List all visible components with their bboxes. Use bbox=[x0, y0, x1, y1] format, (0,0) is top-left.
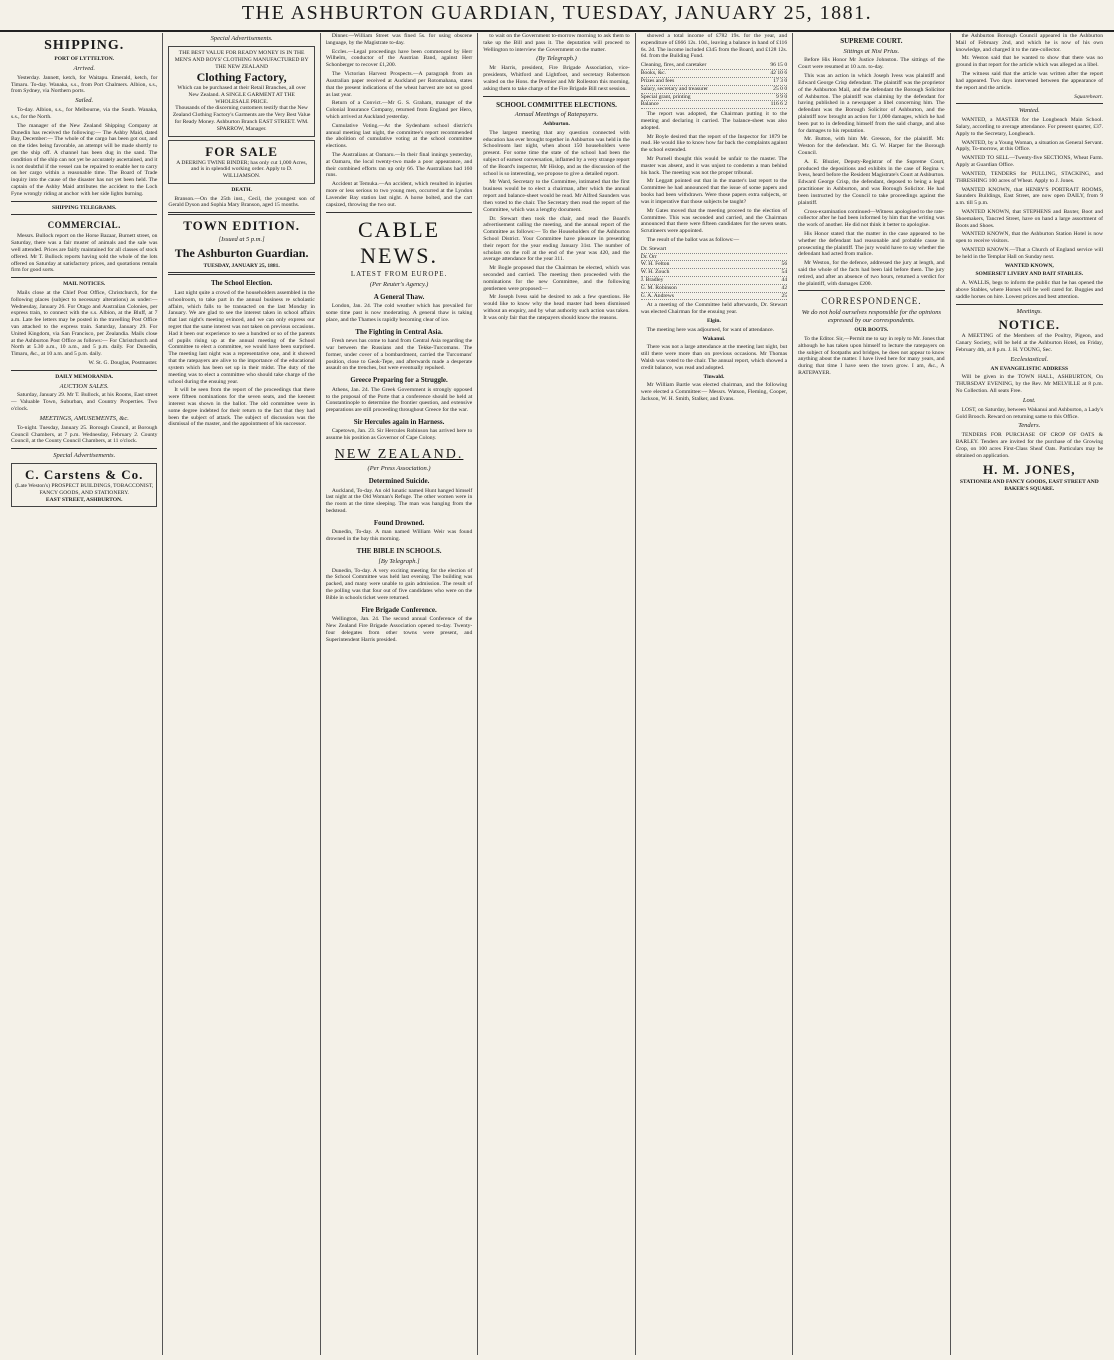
court-text: Mr Weston, for the defence, addressed the jury at length, and said the whole of the facts had been laid before them. The jury retired, and after an absence of two hours, returned a verdict for the plaintiff, with damages £200. bbox=[798, 260, 945, 287]
paper-date: TUESDAY, JANUARY 25, 1881. bbox=[203, 262, 280, 269]
column-4 bbox=[478, 33, 635, 1355]
carstens-address: EAST STREET, ASHBURTON. bbox=[45, 496, 123, 503]
news-item: to wait on the Government to-morrow morning to ask them to take up the Bill and pass it. The deputation will proceed to Wellington to interview the Government on the matter. bbox=[483, 33, 630, 53]
school-election-text: Last night quite a crowd of the householders assembled in the schoolroom, to take part in the annual business re scholastic affairs, which falls to be transacted on the last Monday in January. We are glad to see the interest taken in school affairs that last night's meeting evinced, and we can only express our regret that the same interest was not taken on previous occasions. Had it been our experience to see a hundred or so of the parents of pupils rising up at the annual meeting of the School Committee to elect a committee, we would have been surprised. The meeting last night was a representative one, and it showed that the ratepayers are alive to the importance of the educational system which has been set up in their midst. The duty of the meeting was to elect a committee who should take charge of the school during the ensuing year. bbox=[168, 289, 315, 385]
court-text: Mr. Weston said that he wanted to show that there was no ground in that report for the article which was alleged as a libel. bbox=[955, 55, 1103, 69]
classified-ad: WANTED KNOWN, that HENRY'S PORTRAIT ROOMS, Saunders Buildings, East Street, are now open DAILY, from 9 a.m. till 5 p.m. bbox=[955, 186, 1103, 207]
list-item: G. A. Andrews 25 bbox=[640, 292, 788, 299]
school-committee-heading: SCHOOL COMMITTEE ELECTIONS. bbox=[496, 100, 617, 109]
news-item: showed a total income of £782 19s. for the year, and expenditure of £666 12s. 10d., leaving a balance in hand of £116 6s. 2d. The income included £345 from the Board, and £128 12s. 6d. from the Building Fund. bbox=[640, 33, 788, 60]
postmaster-signature: W. St. G. Douglas, Postmaster. bbox=[88, 360, 158, 366]
divider bbox=[956, 304, 1103, 305]
livery-text: A. WALLIS, begs to inform the public that he has opened the above Stables, where Horses will be well cared for. Buggies and saddle horses on hire. Lowest prices and best attention. bbox=[955, 280, 1103, 300]
town-edition-heading: TOWN EDITION. bbox=[183, 218, 301, 234]
divider bbox=[11, 214, 157, 215]
wanted-heading: Wanted. bbox=[1018, 107, 1040, 115]
jones-name: H. M. JONES, bbox=[983, 461, 1076, 477]
news-item: Mr Boyle desired that the report of the Inspector for 1879 be read. He would like to know how far back the complaints against the school extended. bbox=[640, 133, 788, 154]
issued-note: [Issued at 5 p.m.] bbox=[218, 236, 265, 244]
fire-brigade-heading: Fire Brigade Conference. bbox=[361, 605, 437, 614]
bible-heading: THE BIBLE IN SCHOOLS. bbox=[356, 547, 442, 556]
cable-news-heading: CABLE NEWS. bbox=[358, 216, 441, 269]
greece-heading: Greece Preparing for a Struggle. bbox=[350, 376, 448, 385]
annual-text-2: Mr Ward, Secretary to the Committee, intimated that the first business would be to elect a chairman, after which the annual report and balance-sheet would be read. Mr Alfred Saunders was then voted to the chair. The Secretary then read the report of the Committee, which was a lengthy document. bbox=[483, 179, 630, 213]
elgin-heading: Elgin. bbox=[706, 318, 721, 325]
news-item: Mr Gates moved that the meeting proceed to the election of Committee. This was seconded and carried, and the Chairman announced that there were fifteen candidates for the seven seats. Scrutineers were appointed. bbox=[640, 207, 788, 235]
correspondence-heading: CORRESPONDENCE. bbox=[821, 296, 922, 307]
telegraph-note: (By Telegraph.) bbox=[536, 55, 577, 63]
sailed-text: To-day. Albion, s.s., for Melbourne, via the South. Wanaka, s.s., for the North. bbox=[11, 107, 158, 120]
divider bbox=[798, 290, 944, 291]
hercules-heading: Sir Hercules again in Harness. bbox=[353, 417, 445, 426]
court-text: The witness said that the article was written after the report had appeared. Two days intervened between the appearance of the report and the article. bbox=[955, 71, 1103, 91]
divider bbox=[11, 448, 157, 449]
mail-text: Mails close at the Chief Post Office, Christchurch, for the following places (subject to necessary alterations) as under:— Wednesday, January 26. For Otago and Australian Colonies, per express train, to connect with the s.s. Albion, at the Bluff, at 7 a.m. Late fee letters may be posted in the travelling Post Office van attached to the express train. Saturday, January 29. For United Kingdom, via San Francisco, per Zealandia. Mails close at the Ashburton Post Office as follows:— For Christchurch and North at 5.30 a.m., 10 a.m., and 5 p.m. daily. For Dunedin, Timaru, &c., at 10 a.m. and 5 p.m. daily. bbox=[11, 289, 158, 358]
ad-text: THE BEST VALUE FOR READY MONEY IS IN THE MEN'S AND BOYS' CLOTHING MANUFACTURED BY THE NEW ZEALAND bbox=[174, 49, 309, 70]
classified-ad: WANTED KNOWN, that the Ashburton Station Hotel is now open to receive visitors. bbox=[955, 231, 1103, 245]
court-text: His Honor stated that the matter in the case appeared to be whether the defendant had reasonable and probable cause in prosecuting the plaintiff. The jury would have to say whether the defendant had acted from malice. bbox=[798, 230, 945, 258]
daily-memoranda-heading: DAILY MEMORANDA. bbox=[55, 373, 114, 380]
new-zealand-heading: NEW ZEALAND. bbox=[334, 447, 464, 463]
school-election-heading: The School Election. bbox=[211, 279, 273, 288]
divider bbox=[168, 212, 314, 215]
auction-text: Saturday, January 29. Mr T. Bullock, at his Rooms, East street — Valuable Town, Suburban, and Country Properties. Two o'clock. bbox=[11, 392, 158, 413]
arrived-heading: Arrived. bbox=[73, 64, 95, 72]
livery-heading: SOMERSET LIVERY AND BAIT STABLES. bbox=[975, 271, 1084, 278]
news-item: Mr Leggatt pointed out that in the master's last report to the Committee he had announced that the issue of some papers and books had been withdrawn. Were those papers extra subjects, or was it imperative that those subjects be taught? bbox=[640, 178, 788, 205]
news-item: Mr Harris, president, Fire Brigade Association, vice-presidents, Whitford and Lightfoot, and secretary Robertson waited on the Hons. the Premier and Mr Rolleston this morning, asking them to take charge of the Fire Brigade Bill next session. bbox=[483, 65, 630, 92]
list-item: G. M. Robinson 42 bbox=[640, 284, 788, 291]
classified-ad: WANTED KNOWN, that STEPHENS and Baxter, Boot and Shoemakers, Tancred Street, have on hand a large assortment of Boots and Shoes. bbox=[955, 208, 1103, 229]
ecclesiastical-heading: Ecclesiastical. bbox=[1010, 355, 1049, 363]
divider bbox=[11, 370, 157, 371]
school-election-text-2: It will be seen from the report of the proceedings that there were fifteen nominations for the seven seats, and the keenest interest was shown in the ballot. The old committee were in some degree indebted for their return to the fact that they had been the subject of attack. The subject of discussion was the dismissal of the master, and the appointment of his successor. bbox=[168, 387, 315, 428]
paper-name: The Ashburton Guardian. bbox=[174, 246, 309, 261]
wakanui-heading: Wakanui. bbox=[702, 335, 726, 342]
news-item: The result of the ballot was as follows:— bbox=[646, 236, 740, 243]
for-sale-ad bbox=[168, 140, 314, 184]
news-item: Mr Purnell thought this would be unfair to the master. The master was absent, and it was unjust to condemn a man behind his back. The meeting was not the proper tribunal. bbox=[640, 156, 788, 176]
table-row: Prizes and fees 17 3 0 bbox=[640, 77, 788, 84]
column-2 bbox=[163, 33, 320, 1355]
classified-ad: WANTED, a MASTER for the Longbeach Main School. Salary, according to average attendance. For present quarter, £37. Apply to the Secretary, Longbeach. bbox=[955, 117, 1103, 137]
annual-text: The largest meeting that any question connected with education has ever brought together in Ashburton was held in the Schoolroom last night, when about 150 householders were present. For some time the state of the school had been the subject of earnest conversation, inflamed by a very strange report of the Board's inspector, Mr Hislop, and as the discussion of the school is so interesting, we propose to give a detailed report. bbox=[483, 129, 630, 177]
news-item: Accident at Temuka.—An accident, which resulted in injuries more or less serious to two young men, occurred at the Lyndon Lavender Bay station last night. A horse bolted, and the cart capsized, throwing the two out. bbox=[325, 181, 473, 208]
fighting-text: Fresh news has come to hand from Central Asia regarding the war between the Russians and the Tekke-Turcomans. The former, under cover of a bombardment, carried the Turcomans' position, close to Geok-Tepe, and afterwards made a desperate assault on the trenches, but were eventually repulsed. bbox=[325, 338, 473, 372]
mail-notices-heading: MAIL NOTICES. bbox=[63, 281, 106, 288]
ad-title: Clothing Factory, bbox=[196, 70, 287, 85]
shipping-body: The manager of the New Zealand Shipping Company at Dunedin has received the following:— The Ashby Maid, dated Bay, December:— The whole of the cargo has been got out, and on the tides being favorable, an attempt will be made shortly to get the ship off. A channel has been dug in the sand. The condition of the ship can not yet be accurately ascertained, and it is not doubtful if the vessel can be repaired to enable her to carry on her cargo within a reasonable time. The Board of Trade inquiry into the cause of the disaster has not yet been held. The captain of the Ashby Maid attributes the accident to the Loch Fyne wrongly riding at anchor with her side lights burning. bbox=[11, 122, 158, 197]
list-item: W. H. Felton 56 bbox=[640, 261, 788, 268]
meetings-text: To-night. Tuesday, January 25. Borough Council, at Borough Council Chambers, at 7 p.m. Wednesday, February 2. County Council, at the County Council Chambers, at 11 o'clock. bbox=[11, 424, 158, 445]
ad-text: Which can be purchased at their Retail Branches, all over New Zealand. A SINGLE GARMENT AT THE WHOLESALE PRICE. bbox=[177, 84, 306, 105]
news-item: At a meeting of the Committee held afterwards, Dr. Stewart was elected Chairman for the ensuing year. bbox=[640, 302, 788, 316]
news-item: The report was adopted, the Chairman putting it to the meeting and declaring it carried. The balance-sheet was also adopted. bbox=[640, 111, 788, 131]
annual-text-5: Mr Joseph Ivess said he desired to ask a few questions. He would like to know why the head master had been dismissed without an enquiry, and by what authority such action was taken. It was only fair that the ratepayers should know the reasons. bbox=[483, 294, 630, 321]
annual-text-4: Mr Bogle proposed that the Chairman be elected, which was seconded and carried. The meeting then proceeded with the nominations for the new Committee, and the following gentlemen were proposed:— bbox=[483, 265, 630, 292]
lost-heading: Lost. bbox=[1022, 396, 1036, 404]
court-text: Cross-examination continued—Witness apologised to the rate-collector after he had been informed by him that the writing was the work of another. He did not think it better to apologise. bbox=[798, 208, 945, 229]
masthead bbox=[0, 0, 1114, 32]
news-item: Dinner.—William Street was fined 5s. for using obscene language, by the Magistrate to-day. bbox=[325, 33, 473, 46]
divider bbox=[11, 201, 157, 202]
classified-ad: WANTED TO SELL—Twenty-five SECTIONS, Wheat Farm. Apply at Guardian Office. bbox=[955, 155, 1103, 169]
column-7 bbox=[951, 33, 1108, 1355]
annual-meetings-heading: Annual Meetings of Ratepayers. bbox=[514, 111, 599, 119]
fighting-heading: The Fighting in Central Asia. bbox=[355, 327, 443, 336]
list-item: Dr. Orr bbox=[641, 254, 787, 262]
column-5 bbox=[636, 33, 793, 1355]
jones-text: STATIONER AND FANCY GOODS, EAST STREET AND BAKER'S SQUARE. bbox=[959, 479, 1099, 493]
sailed-heading: Sailed. bbox=[75, 97, 94, 105]
news-item: The Victorian Harvest Prospects.—A paragraph from an Australian paper received at Auckland per Rotomahana, states that the present indications of the wheat harvest are not so good as last year. bbox=[325, 71, 473, 98]
carstens-sub: (Late Weston's) PROSPECT BUILDINGS, TOBACCONIST, FANCY GOODS, AND STATIONERY. bbox=[15, 483, 154, 496]
news-item: The Australians at Oamaru.—In their final innings yesterday, at Oamaru, the local twenty-two made a poor appearance, and their combined efforts ran up only 66. The Australians had 160 runs. bbox=[325, 152, 473, 179]
found-drowned-text: Dunedin, To-day. A man named William Weir was found drowned in the bay this morning. bbox=[325, 529, 473, 543]
table-row: Books, &c. 42 10 6 bbox=[640, 70, 788, 77]
table-row: Balance 116 6 2 bbox=[640, 101, 788, 108]
classified-ad: WANTED, TENDERS for PULLING, STACKING, and THRESHING 100 acres of Wheat. Apply to J. Jones. bbox=[955, 170, 1103, 184]
death-text: Branson.—On the 25th inst., Cecil, the youngest son of Gerald Dyson and Sophia Mary Branson, aged 15 months. bbox=[168, 195, 315, 209]
divider bbox=[483, 96, 629, 97]
classified-ad: WANTED KNOWN.—That a Church of England service will be held in the Templar Hall on Sunday next. bbox=[955, 247, 1103, 260]
clothing-factory-ad bbox=[168, 46, 314, 137]
cable-subheading: LATEST FROM EUROPE. bbox=[350, 270, 448, 279]
special-ads-heading: Special Advertisements. bbox=[53, 452, 116, 460]
gale-heading: A General Thaw. bbox=[373, 292, 425, 301]
port-heading: PORT OF LYTTELTON. bbox=[54, 56, 115, 63]
notice-text: A MEETING of the Members of the Poultry, Pigeon, and Canary Society, will be held at the Ashburton Hotel, on Friday, February 4th, at 8 p.m. J. H. YOUNG, Sec. bbox=[955, 333, 1103, 353]
greece-text: Athens, Jan. 24. The Greek Government is strongly opposed to the proposal of the Porte that a conference should be held at Constantinople to determine the frontier question, and extensive preparations are still proceeding throughout Greece for the war. bbox=[325, 386, 473, 414]
list-item: W. H. Zouch 54 bbox=[640, 269, 788, 276]
ad-text: Thousands of the discerning customers testify that the New Zealand Clothing Factory's Garments are the Very Best Value for Ready Money. Ashburton Branch EAST STREET. WM. SPARROW, Manager. bbox=[172, 105, 311, 132]
correspondence-note: We do not hold ourselves responsible for the opinions expressed by our correspondents. bbox=[801, 309, 941, 325]
court-text: This was an action in which Joseph Ivess was plaintiff and Edward George Crisp defendant. The plaintiff was the proprietor of the Ashburton Mail, and the defendant the Borough Solicitor of Ashburton. The plaintiff was claiming by the defendant for having published in a newspaper a libel concerning him. The defendant was the Borough Solicitor of Ashburton, and the plaintiff now brought an action for 1,000 damages, which he had been put to in defending himself from the said charge, and also for damages to his reputation. bbox=[798, 73, 945, 134]
wakanui-text: There was not a large attendance at the meeting last night, but still there were more than on previous occasions. Mr Thomas Walsh was voted to the chair. The annual report, which showed a credit balance, was read and adopted. bbox=[640, 344, 788, 371]
court-text: A. E. Bluzier, Deputy-Registrar of the Supreme Court, produced the depositions and exhibits in the case of Regina v. Ivess, heard before the Resident Magistrate's Court at Ashburton. Edward George Crisp, the defendant, deposed to being a legal practitioner in Ashburton, and was Borough Solicitor. He had been instructed by the Council to take proceedings against the plaintiff. bbox=[798, 158, 945, 206]
sittings-heading: Sittings at Nisi Prius. bbox=[843, 47, 900, 55]
shipping-heading: SHIPPING. bbox=[44, 38, 125, 53]
meetings-heading: Meetings. bbox=[1016, 307, 1042, 315]
suicide-text: Auckland, To-day. An old lunatic named Hunt hanged himself last night at the Old Woman's Refuge. The other women were in the room at the time sleeping. The man was hanging from the bedstead. bbox=[325, 487, 473, 515]
court-text: the Ashburton Borough Council appeared in the Ashburton Mail of February 2nd, and which he is now of his own knowledge, and charged it to the rate-collector. bbox=[955, 33, 1103, 53]
auction-heading: AUCTION SALES. bbox=[59, 382, 109, 390]
meetings-heading: MEETINGS, AMUSEMENTS, &c. bbox=[39, 414, 129, 422]
letter-title: OUR BOOTS. bbox=[854, 327, 889, 334]
evangelistic-heading: AN EVANGELISTIC ADDRESS bbox=[990, 365, 1069, 372]
tenders-heading: Tenders. bbox=[1018, 422, 1041, 430]
columns bbox=[6, 33, 1108, 1355]
table-row: Salary, secretary and treasurer 25 0 0 bbox=[640, 85, 788, 92]
table-row: Cleaning, fires, and caretaker 96 15 0 bbox=[640, 62, 788, 69]
death-heading: DEATH. bbox=[231, 186, 252, 193]
found-drowned-heading: Found Drowned. bbox=[373, 518, 425, 527]
commercial-heading: COMMERCIAL. bbox=[47, 220, 121, 231]
tinwald-text: Mr William Bartle was elected chairman, and the following were elected a Committee:— Messrs. Watson, Fleming, Cooper, Jackson, W. H. Smith, Stalker, and Evans. bbox=[640, 382, 788, 402]
divider bbox=[326, 212, 472, 213]
letter-text: To the Editor. Sir,—Permit me to say in reply to Mr. Jones that although he has taken upon himself to lecture the ratepayers on the subject of footpaths and bridges, he does not appear to know anything about the matter. I have lived here for many years, and during that time I have seen the town grow. I am, &c., A RATEPAYER. bbox=[798, 335, 945, 377]
divider bbox=[956, 103, 1103, 104]
column-3 bbox=[321, 33, 478, 1355]
notice-heading: NOTICE. bbox=[998, 317, 1061, 333]
list-item: J. Bradley 44 bbox=[640, 277, 788, 283]
for-sale-text: A DEERING TWINE BINDER; has only cut 1,000 Acres, and is in splendid working order. Apply to D. WILLIAMSON. bbox=[176, 159, 307, 180]
court-text: Before His Honor Mr Justice Johnston. The sittings of the Court were resumed at 10 a.m. to-day. bbox=[798, 57, 945, 71]
carstens-ad bbox=[11, 463, 157, 507]
tenders-text: TENDERS FOR PURCHASE OF CROP OF OATS & BARLEY. Tenders are invited for the purchase of the Growing Crop, on 100 acres First-Class Sheaf Oats. Particulars may be obtained on application. bbox=[955, 432, 1103, 459]
special-ads-heading: Special Advertisements. bbox=[210, 35, 273, 42]
gale-text: London, Jan. 24. The cold weather which has prevailed for some time past is now moderating. A general thaw is taking place, and the Thames is rapidly becoming clear of ice. bbox=[325, 303, 473, 323]
press-association-note: (Per Press Association.) bbox=[367, 465, 431, 473]
expenditure-table bbox=[641, 62, 787, 109]
elgin-text: The meeting here was adjourned, for want of attendance. bbox=[646, 326, 775, 333]
list-item: Dr. Stewart bbox=[641, 246, 787, 254]
carstens-name: C. Carstens & Co. bbox=[24, 467, 144, 483]
ballot-results bbox=[641, 246, 787, 301]
suicide-heading: Determined Suicide. bbox=[368, 477, 430, 486]
hercules-text: Capetown, Jan. 23. Sir Hercules Robinson has arrived here to assume his position as Governor of Cape Colony. bbox=[325, 428, 473, 442]
divider bbox=[168, 272, 314, 275]
lost-text: LOST, on Saturday, between Wakanui and Ashburton, a Lady's Gold Brooch. Reward on returning same to this Office. bbox=[955, 406, 1103, 420]
ashburton-heading: Ashburton. bbox=[543, 121, 570, 128]
arrived-text: Yesterday. Jannett, ketch, for Waitapu. Emerald, ketch, for Timaru. To-day. Wanaka, s.s., from Port Chalmers. Albion, s.s., from Sydney, via Northern ports. bbox=[11, 74, 158, 95]
column-6 bbox=[793, 33, 950, 1355]
supreme-court-heading: SUPREME COURT. bbox=[840, 37, 903, 45]
table-row: Special grant, printing 9 9 0 bbox=[640, 93, 788, 100]
agency-note: (Per Reuter's Agency.) bbox=[369, 280, 429, 288]
wanted-known-heading: WANTED KNOWN, bbox=[1004, 262, 1054, 269]
column-1 bbox=[6, 33, 163, 1355]
divider bbox=[11, 277, 157, 278]
commercial-text: Messrs. Bullock report on the Horse Bazaar, Burnett street, on Saturday, there was a fair muster of animals and the sale was well attended. Prices are fairly maintained for all classes of stock offered. Mr T. Bullock reports having sold the whole of the lots offered on Saturday at satisfactory prices, and quotations remain firm for good sorts. bbox=[11, 233, 158, 274]
news-item: Eccles.—Legal proceedings have been commenced by Herr Wilhelm, conductor of the Austrian Band, against Herr Schonberger to recover £1,200. bbox=[325, 48, 473, 69]
classified-ad: WANTED, by a Young Woman, a situation as General Servant. Apply, To-morrow, at this Office. bbox=[955, 139, 1103, 153]
tinwald-heading: Tinwald. bbox=[703, 373, 725, 380]
newspaper-title: THE ASHBURTON GUARDIAN, TUESDAY, JANUARY 25, 1881. bbox=[241, 2, 873, 24]
for-sale-heading: FOR SALE bbox=[205, 143, 278, 159]
court-text: Mr. Button, with him Mr. Gresson, for the plaintiff. Mr. Weston for the defendant. Mr. G. W. Harper for the Borough Council. bbox=[798, 136, 945, 157]
signature: Squareheart. bbox=[1074, 93, 1103, 100]
annual-text-3: Dr. Stewart then took the chair, and read the Board's advertisement calling the meeting, and the annual report of the Committee as follows:— To the Householders of the Ashburton School District. Your Committee have pleasure in presenting their report for the year ending January 31st. The number of scholars on the roll at the end of the year was 420, and the average attendance for the year 311. bbox=[483, 215, 630, 263]
evangelistic-text: Will be given in the TOWN HALL, ASHBURTON, On THURSDAY EVENING, by the Rev. Mr MELVILLE at 8 p.m. No Collection. All seats Free. bbox=[955, 374, 1103, 394]
shipping-telegrams-heading: SHIPPING TELEGRAMS. bbox=[52, 204, 117, 211]
telegraph-note: [By Telegraph.] bbox=[378, 557, 420, 565]
news-item: Return of a Convict.—Mr G. S. Graham, manager of the Colonial Insurance Company, returned from England per Hero, which arrived at Auckland yesterday. bbox=[325, 100, 473, 120]
fire-brigade-text: Wellington, Jan. 24. The second annual Conference of the New Zealand Fire Brigade Association opened to-day. Twenty-four delegates from other towns were present, and Superintendent Harris presided. bbox=[325, 616, 473, 643]
news-item: Cumulative Voting.—At the Sydenham school district's annual meeting last night, the committee's report recommended the abolition of cumulative voting at the school committee elections. bbox=[325, 122, 473, 150]
bible-text: Dunedin, To-day. A very exciting meeting for the election of the School Committee was held last evening. The building was packed, and many were unable to gain admission. The result of the polling was that four out of five candidates who were on the Bible in schools ticket were returned. bbox=[325, 567, 473, 601]
